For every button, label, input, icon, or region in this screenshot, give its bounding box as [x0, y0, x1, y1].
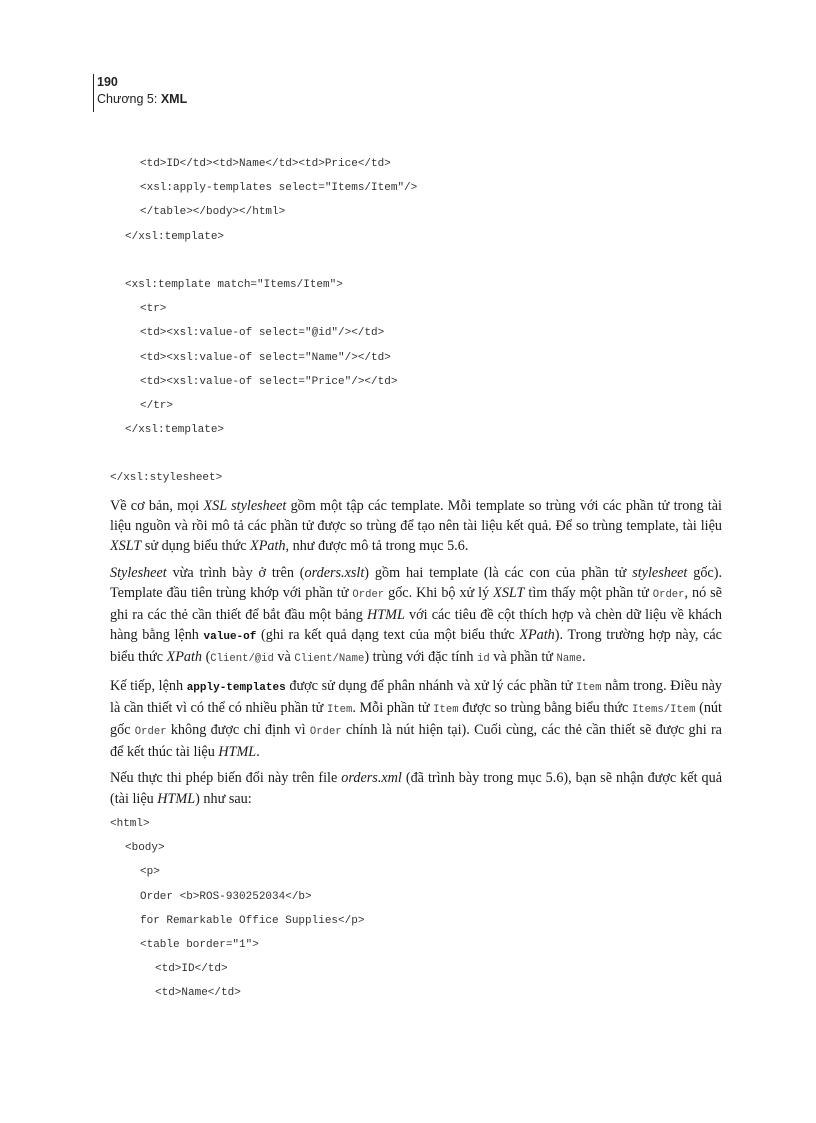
inline-code: Order — [309, 726, 342, 739]
code-line: <body> — [125, 842, 165, 855]
paragraph — [110, 496, 722, 557]
code-line: for Remarkable Office Supplies</p> — [140, 914, 365, 927]
text-run: . — [581, 649, 586, 666]
text-run: Kế tiếp, lệnh — [110, 677, 187, 694]
page-header — [93, 74, 187, 112]
text-run: nằm trong. Điều này là cần thiết vì có thể có nhiều phần tử — [110, 677, 722, 716]
text-run: . — [256, 744, 260, 761]
inline-code: Order — [652, 588, 685, 601]
code-line — [110, 442, 417, 466]
text-run: với các tiêu đề cột thích hợp và chèn dữ liệu về khách hàng bằng lệnh — [110, 607, 723, 644]
text-run: được sử dụng để phân nhánh và xử lý các phần tử — [285, 677, 577, 694]
text-run: được so trùng bằng biểu thức — [458, 699, 632, 716]
text-run: ) gồm hai template (là các con của phần tử — [364, 564, 633, 581]
code-line: </tr> — [140, 399, 174, 412]
code-line: <td><xsl:value-of select="Name"/></td> — [140, 351, 391, 364]
text-run: . Mỗi phần tử — [352, 699, 434, 716]
text-run: ( — [202, 649, 211, 666]
emphasis-term: XSLT — [110, 538, 142, 555]
inline-code-bold: value-of — [203, 631, 257, 644]
text-run: Về cơ bản, mọi — [110, 498, 204, 514]
emphasis-term: orders.xslt — [304, 564, 365, 581]
text-run: Nếu thực thi phép biến đổi này trên file — [110, 770, 342, 787]
code-line: </table></body></html> — [140, 206, 286, 219]
paragraph — [110, 768, 722, 808]
code-line: <table border="1"> — [140, 938, 259, 951]
code-line: <p> — [140, 866, 160, 879]
emphasis-term: XPath — [250, 538, 286, 555]
text-run: ) trùng với đặc tính — [364, 649, 478, 666]
text-run: ). Trong trường hợp này, các biểu thức — [110, 627, 722, 666]
text-run: gốc). Template đầu tiên trùng khớp với phần tử — [110, 564, 722, 601]
code-line: <tr> — [140, 303, 167, 316]
inline-code: Client/@id — [210, 653, 274, 666]
inline-code: Client/Name — [294, 653, 365, 666]
code-line: </xsl:stylesheet> — [110, 472, 223, 485]
text-run: vừa trình bày ở trên ( — [166, 564, 305, 581]
code-block-xslt — [110, 152, 417, 491]
body-text — [110, 496, 722, 809]
text-run: gốc. Khi bộ xử lý — [384, 584, 494, 601]
text-run: gồm một tập các template. Mỗi template so trùng với các phần tử trong tài liệu nguồn và rồi mô tả các phần tử được so trùng để tạo nên tài liệu kết quả. Để so trùng template, tài liệu — [110, 498, 722, 535]
code-line — [110, 249, 417, 273]
code-line: <td>Name</td> — [155, 987, 241, 1000]
inline-code: Name — [556, 653, 582, 666]
text-run: ) như sau: — [195, 790, 252, 807]
inline-code-bold: apply-templates — [186, 681, 286, 694]
inline-code: Order — [134, 726, 167, 739]
text-run: chính là nút hiện tại). Cuối cùng, các thẻ cần thiết sẽ được ghi ra để kết thúc tài liệu — [110, 722, 722, 761]
code-line: <html> — [110, 818, 150, 830]
inline-code: Order — [352, 588, 385, 601]
code-line: Order <b>ROS-930252034</b> — [140, 890, 312, 903]
code-line: <td>ID</td><td>Name</td><td>Price</td> — [140, 158, 391, 170]
text-run: (nút gốc — [110, 699, 722, 739]
code-line: </xsl:template> — [125, 230, 225, 243]
emphasis-term: XPath — [166, 649, 203, 666]
emphasis-term: HTML — [366, 607, 405, 624]
text-run: , nó sẽ ghi ra các thẻ cần thiết để bắt đầu một bảng — [110, 584, 722, 624]
emphasis-term: XSLT — [493, 584, 525, 601]
paragraph — [110, 563, 722, 670]
emphasis-term: Stylesheet — [110, 564, 167, 581]
emphasis-term: XPath — [519, 627, 555, 644]
emphasis-term: stylesheet — [632, 564, 688, 581]
text-run: sử dụng biểu thức — [141, 538, 251, 555]
inline-code: Item — [576, 681, 602, 694]
inline-code: Items/Item — [631, 703, 696, 716]
code-line: <xsl:template match="Items/Item"> — [125, 278, 343, 291]
code-block-html-output — [110, 812, 364, 1006]
inline-code: id — [477, 653, 490, 666]
text-run: (đã trình bày trong mục 5.6), bạn sẽ nhận được kết quả (tài liệu — [110, 770, 723, 807]
code-line: <xsl:apply-templates select="Items/Item"/> — [140, 182, 418, 195]
emphasis-term: orders.xml — [341, 770, 402, 787]
chapter-prefix: Chương 5: — [97, 92, 161, 106]
inline-code: Item — [326, 703, 353, 716]
code-line: </xsl:template> — [125, 424, 225, 437]
chapter-title — [97, 91, 187, 108]
paragraph — [110, 676, 722, 763]
emphasis-term: HTML — [218, 744, 257, 761]
text-run: , như được mô tả trong mục 5.6. — [285, 538, 469, 555]
chapter-name: XML — [160, 92, 188, 106]
emphasis-term: XSL stylesheet — [203, 498, 287, 514]
code-line: <td><xsl:value-of select="Price"/></td> — [140, 375, 398, 388]
code-line: <td>ID</td> — [155, 963, 228, 976]
text-run: tìm thấy một phần tử — [524, 584, 653, 601]
text-run: (ghi ra kết quả dạng text của một biểu thức — [256, 627, 520, 644]
page-number: 190 — [97, 75, 118, 89]
text-run: và — [273, 649, 295, 666]
code-line: <td><xsl:value-of select="@id"/></td> — [140, 327, 385, 340]
emphasis-term: HTML — [157, 790, 196, 807]
text-run: không được chỉ định vì — [166, 722, 310, 739]
text-run: và phần tử — [489, 649, 557, 666]
inline-code: Item — [433, 703, 459, 716]
